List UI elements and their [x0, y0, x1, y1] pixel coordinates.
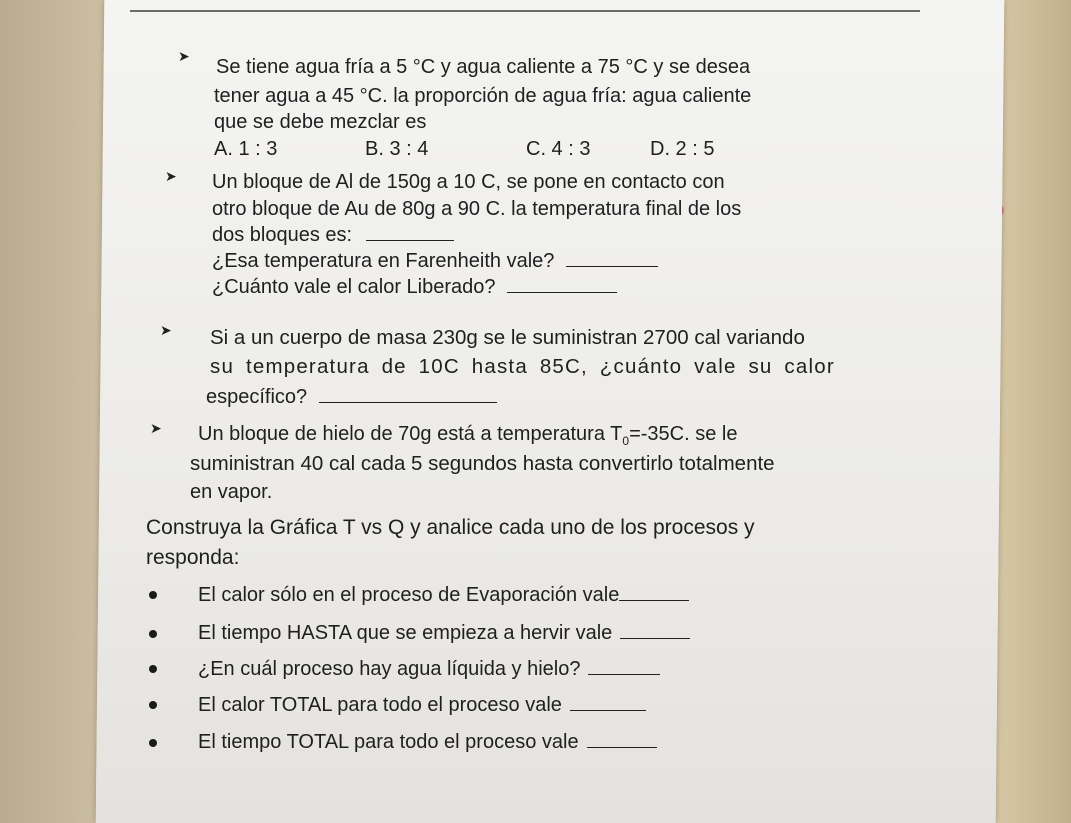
bullet-label: El calor TOTAL para todo el proceso vale [198, 694, 562, 716]
q4-subscript: 0 [622, 434, 630, 448]
q2-ask-label: ¿Esa temperatura en Farenheith vale? [212, 250, 555, 272]
answer-blank[interactable] [619, 582, 689, 601]
arrow-bullet-icon: ➤ [165, 168, 177, 184]
answer-blank[interactable] [566, 248, 658, 267]
answer-blank[interactable] [620, 620, 690, 639]
bullet-label: ¿En cuál proceso hay agua líquida y hielo? [198, 658, 581, 680]
instruction-line: Construya la Gráfica T vs Q y analice cada uno de los procesos y [146, 516, 755, 539]
answer-blank[interactable] [319, 384, 497, 403]
q2-ask-label: ¿Cuánto vale el calor Liberado? [212, 276, 496, 298]
bullet-label: El tiempo TOTAL para todo el proceso vale [198, 731, 579, 753]
bullet-question [198, 582, 689, 607]
q1-line: Se tiene agua fría a 5 °C y agua caliente a 75 °C y se desea [216, 56, 751, 78]
q1-option-d: D. 2 : 5 [650, 138, 715, 160]
bullet-dot-icon [149, 701, 157, 709]
bullet-dot-icon [149, 665, 157, 673]
arrow-bullet-icon: ➤ [150, 420, 162, 436]
bullet-question [198, 692, 646, 717]
answer-blank[interactable] [587, 729, 657, 748]
bullet-dot-icon [149, 630, 157, 638]
bullet-question [198, 656, 660, 681]
q2-ask-label: dos bloques es: [212, 224, 353, 246]
q2-line: otro bloque de Au de 80g a 90 C. la temperatura final de los [212, 198, 742, 220]
top-rule [130, 10, 920, 12]
q4-text: =-35C. se le [629, 423, 738, 445]
q3-ask-label: específico? [206, 386, 308, 408]
arrow-bullet-icon: ➤ [178, 48, 190, 64]
bullet-dot-icon [149, 739, 157, 747]
bullet-label: El calor sólo en el proceso de Evaporación vale [198, 584, 620, 606]
q4-line: en vapor. [190, 481, 273, 503]
background-left [0, 0, 110, 823]
q4-line: suministran 40 cal cada 5 segundos hasta convertirlo totalmente [190, 452, 775, 475]
q1-line: que se debe mezclar es [214, 111, 427, 133]
q2-ask-fahrenheit [212, 248, 658, 273]
answer-blank[interactable] [507, 274, 617, 293]
q4-line [198, 422, 737, 453]
bullet-dot-icon [149, 591, 157, 599]
q1-line: tener agua a 45 °C. la proporción de agua fría: agua caliente [214, 85, 752, 107]
instruction-line: responda: [146, 546, 240, 569]
bullet-question [198, 729, 657, 754]
q1-option-c: C. 4 : 3 [526, 138, 591, 160]
bullet-question [198, 620, 690, 645]
q2-ask-final-temp [212, 222, 454, 247]
bullet-label: El tiempo HASTA que se empieza a hervir vale [198, 622, 613, 644]
q1-option-a: A. 1 : 3 [214, 138, 278, 160]
q2-line: Un bloque de Al de 150g a 10 C, se pone en contacto con [212, 171, 725, 193]
answer-blank[interactable] [366, 222, 454, 241]
q3-ask [206, 384, 497, 409]
arrow-bullet-icon: ➤ [160, 322, 172, 338]
q3-line: su temperatura de 10C hasta 85C, ¿cuánto vale su calor [210, 355, 835, 378]
q2-ask-heat [212, 274, 617, 299]
answer-blank[interactable] [570, 692, 646, 711]
q1-option-b: B. 3 : 4 [365, 138, 429, 160]
q4-text: Un bloque de hielo de 70g está a temperatura T [198, 423, 623, 445]
q3-line: Si a un cuerpo de masa 230g se le suministran 2700 cal variando [210, 326, 805, 349]
answer-blank[interactable] [588, 656, 660, 675]
